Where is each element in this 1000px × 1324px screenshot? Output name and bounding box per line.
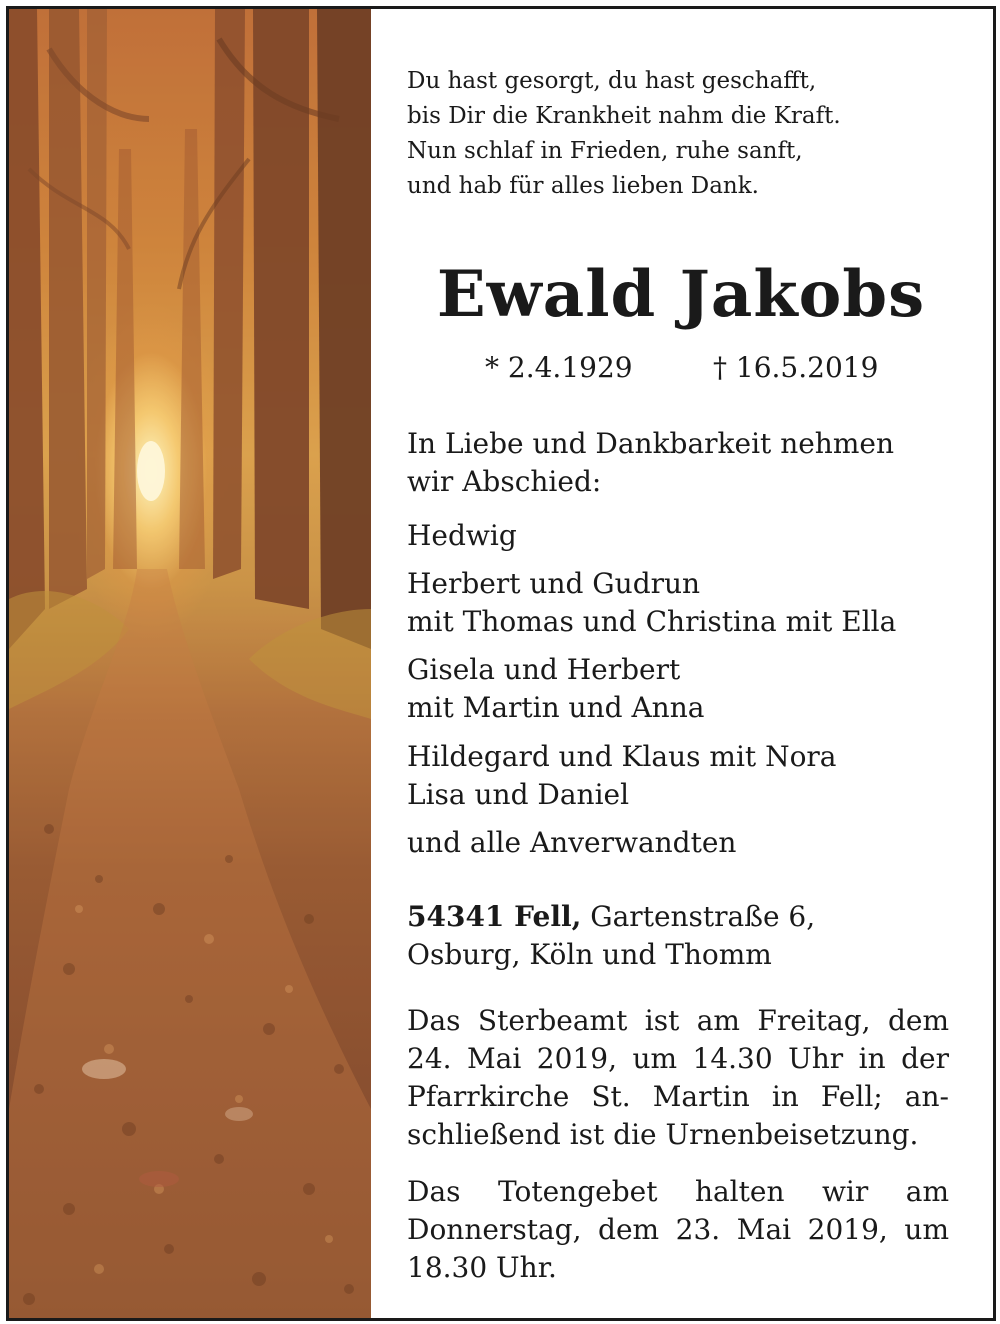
mourner-line: Herbert und Gudrun bbox=[407, 567, 701, 600]
mourner-line: Hildegard und Klaus mit Nora bbox=[407, 740, 837, 773]
service-notice-line: Das Sterbeamt ist am Freitag, dem bbox=[407, 1004, 949, 1037]
verse-line: Nun schlaf in Frieden, ruhe sanft, bbox=[407, 138, 803, 164]
verse-line: und hab für alles lieben Dank. bbox=[407, 173, 759, 199]
verse-line: bis Dir die Krankheit nahm die Kraft. bbox=[407, 103, 841, 129]
mourner-line: Hedwig bbox=[407, 519, 517, 552]
service-notice-line: Pfarrkirche St. Martin in Fell; an- bbox=[407, 1080, 949, 1113]
obituary-notice bbox=[6, 6, 996, 1321]
prayer-notice-line: 18.30 Uhr. bbox=[407, 1251, 557, 1284]
farewell-line: wir Abschied: bbox=[407, 465, 602, 498]
death-date: † 16.5.2019 bbox=[713, 351, 879, 384]
service-notice-line: schließend ist die Urnenbeisetzung. bbox=[407, 1118, 919, 1151]
service-notice-line: 24. Mai 2019, um 14.30 Uhr in der bbox=[407, 1042, 949, 1075]
address-postal-city: 54341 Fell, bbox=[407, 900, 582, 933]
address-line bbox=[407, 898, 815, 936]
verse-line: Du hast gesorgt, du hast geschafft, bbox=[407, 68, 817, 94]
mourner-line: Gisela und Herbert bbox=[407, 653, 681, 686]
mourner-line: Lisa und Daniel bbox=[407, 778, 630, 811]
deceased-name: Ewald Jakobs bbox=[436, 257, 926, 332]
mourner-line: und alle Anverwandten bbox=[407, 826, 737, 859]
mourner-line: mit Thomas und Christina mit Ella bbox=[407, 605, 897, 638]
address-places: Osburg, Köln und Thomm bbox=[407, 938, 772, 971]
birth-date: * 2.4.1929 bbox=[485, 351, 633, 384]
forest-path-photo bbox=[9, 9, 371, 1318]
prayer-notice-line: Das Totengebet halten wir am bbox=[407, 1175, 949, 1208]
forest-path-illustration bbox=[9, 9, 371, 1318]
address-street: Gartenstraße 6, bbox=[590, 900, 816, 933]
farewell-line: In Liebe und Dankbarkeit nehmen bbox=[407, 427, 894, 460]
prayer-notice-line: Donnerstag, dem 23. Mai 2019, um bbox=[407, 1213, 949, 1246]
memorial-verse bbox=[407, 64, 955, 204]
mourner-line: mit Martin und Anna bbox=[407, 691, 705, 724]
